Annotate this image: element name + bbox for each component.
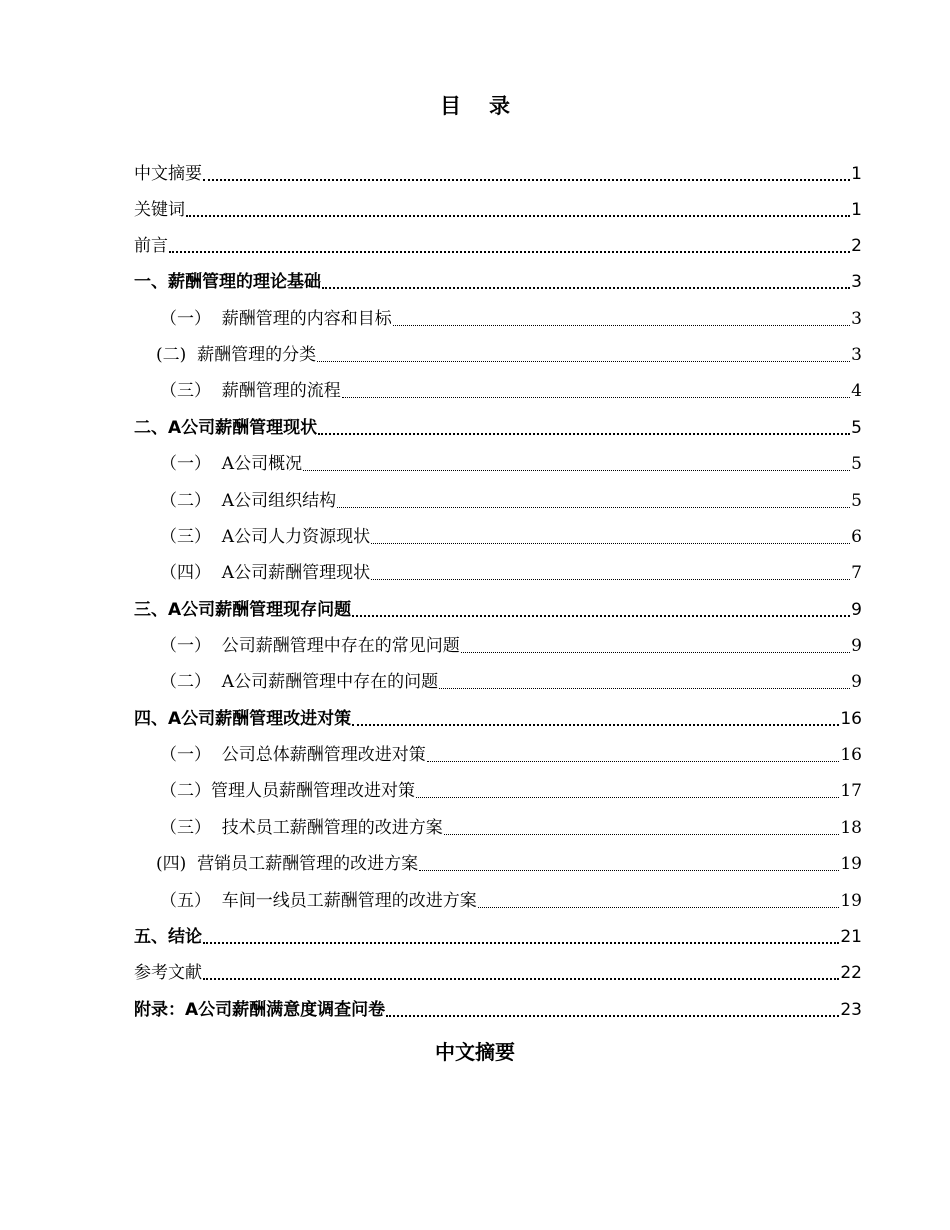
toc-dot-leader	[337, 507, 850, 508]
toc-entry-label: 关键词	[134, 200, 185, 220]
toc-entry[interactable]	[134, 229, 862, 259]
toc-entry-page: 9	[851, 600, 862, 620]
toc-entry-page: 17	[840, 781, 862, 801]
toc-dot-leader	[303, 470, 850, 471]
toc-entry[interactable]	[160, 884, 862, 914]
toc-dot-leader	[419, 870, 839, 871]
toc-dot-leader	[416, 797, 839, 798]
toc-entry[interactable]	[134, 920, 862, 950]
toc-entry-label: （三） 薪酬管理的流程	[160, 381, 341, 401]
toc-dot-leader	[342, 397, 850, 398]
toc-entry[interactable]	[160, 520, 862, 550]
toc-entry-label: (四) 营销员工薪酬管理的改进方案	[156, 854, 419, 874]
toc-entry-label: （五） 车间一线员工薪酬管理的改进方案	[160, 891, 477, 911]
toc-entry-label: （一） A公司概况	[160, 454, 303, 474]
toc-dot-leader	[203, 942, 839, 944]
toc-entry-page: 5	[851, 491, 862, 511]
toc-entry[interactable]	[160, 484, 862, 514]
toc-title-left: 目	[440, 94, 461, 118]
toc-dot-leader	[427, 761, 840, 762]
toc-entry[interactable]	[134, 993, 862, 1023]
toc-dot-leader	[352, 615, 850, 617]
toc-entry-page: 2	[851, 236, 862, 256]
toc-dot-leader	[444, 834, 840, 835]
toc-entry-label: 一、薪酬管理的理论基础	[134, 272, 321, 292]
toc-dot-leader	[186, 215, 850, 217]
toc-entry[interactable]	[134, 157, 862, 187]
toc-entry[interactable]	[134, 193, 862, 223]
toc-entry-label: （四） A公司薪酬管理现状	[160, 563, 371, 583]
toc-dot-leader	[203, 978, 839, 980]
toc-entry-label: 三、A公司薪酬管理现存问题	[134, 600, 352, 620]
toc-entry-label: 五、结论	[134, 927, 202, 947]
toc-dot-leader	[478, 907, 840, 908]
toc-entry-label: 参考文献	[134, 963, 202, 983]
toc-entry-label: （二） A公司薪酬管理中存在的问题	[160, 672, 439, 692]
toc-dot-leader	[318, 433, 850, 435]
toc-entry-label: 二、A公司薪酬管理现状	[134, 418, 318, 438]
toc-entry-page: 1	[851, 164, 862, 184]
toc-dot-leader	[317, 361, 850, 362]
toc-entry[interactable]	[160, 811, 862, 841]
toc-entry[interactable]	[134, 702, 862, 732]
toc-entry[interactable]	[156, 847, 862, 877]
toc-entry-label: （二） A公司组织结构	[160, 491, 337, 511]
toc-entry-page: 23	[840, 1000, 862, 1020]
toc-entry[interactable]	[160, 774, 862, 804]
toc-dot-leader	[322, 287, 850, 289]
toc-entry-page: 9	[851, 636, 862, 656]
toc-entry[interactable]	[160, 447, 862, 477]
toc-entry-page: 1	[851, 200, 862, 220]
toc-entry-page: 16	[840, 709, 862, 729]
toc-dot-leader	[393, 325, 850, 326]
toc-entry-page: 19	[840, 854, 862, 874]
toc-entry-label: (二) 薪酬管理的分类	[156, 345, 317, 365]
toc-dot-leader	[352, 724, 839, 726]
toc-entry-label: 四、A公司薪酬管理改进对策	[134, 709, 352, 729]
toc-entry[interactable]	[160, 665, 862, 695]
toc-entry-page: 9	[851, 672, 862, 692]
section-heading: 中文摘要	[435, 1040, 515, 1064]
toc-entry[interactable]	[160, 302, 862, 332]
toc-entry-page: 7	[851, 563, 862, 583]
toc-entry-page: 3	[851, 309, 862, 329]
toc-entry-page: 3	[851, 272, 862, 292]
toc-entry-label: 附录：A公司薪酬满意度调查问卷	[134, 1000, 386, 1020]
toc-entry[interactable]	[134, 411, 862, 441]
toc-dot-leader	[386, 1015, 839, 1017]
toc-entry-page: 4	[851, 381, 862, 401]
toc-dot-leader	[461, 652, 850, 653]
toc-entry-label: （一） 公司总体薪酬管理改进对策	[160, 745, 426, 765]
toc-entry[interactable]	[134, 265, 862, 295]
toc-entry-page: 3	[851, 345, 862, 365]
toc-entry-page: 6	[851, 527, 862, 547]
toc-entry-label: 前言	[134, 236, 168, 256]
toc-dot-leader	[439, 688, 850, 689]
toc-entry-page: 16	[840, 745, 862, 765]
toc-entry-page: 5	[851, 454, 862, 474]
toc-entry[interactable]	[160, 374, 862, 404]
toc-title	[0, 90, 950, 120]
toc-dot-leader	[203, 179, 850, 181]
toc-entry[interactable]	[160, 556, 862, 586]
toc-entry-label: （一） 薪酬管理的内容和目标	[160, 309, 392, 329]
toc-dot-leader	[371, 579, 850, 580]
toc-entry-page: 21	[840, 927, 862, 947]
toc-entry-label: （二）管理人员薪酬管理改进对策	[160, 781, 415, 801]
toc-entry[interactable]	[160, 738, 862, 768]
toc-dot-leader	[371, 543, 850, 544]
toc-entry-page: 18	[840, 818, 862, 838]
toc-entry[interactable]	[160, 629, 862, 659]
toc-entry[interactable]	[134, 956, 862, 986]
toc-entry-page: 5	[851, 418, 862, 438]
toc-dot-leader	[169, 251, 850, 253]
toc-entry[interactable]	[156, 338, 862, 368]
toc-entry[interactable]	[134, 593, 862, 623]
toc-entry-label: （三） 技术员工薪酬管理的改进方案	[160, 818, 443, 838]
toc-entry-label: 中文摘要	[134, 164, 202, 184]
toc-entry-page: 22	[840, 963, 862, 983]
toc-entry-label: （三） A公司人力资源现状	[160, 527, 371, 547]
toc-entry-page: 19	[840, 891, 862, 911]
toc-entry-label: （一） 公司薪酬管理中存在的常见问题	[160, 636, 460, 656]
toc-title-right: 录	[489, 94, 510, 118]
